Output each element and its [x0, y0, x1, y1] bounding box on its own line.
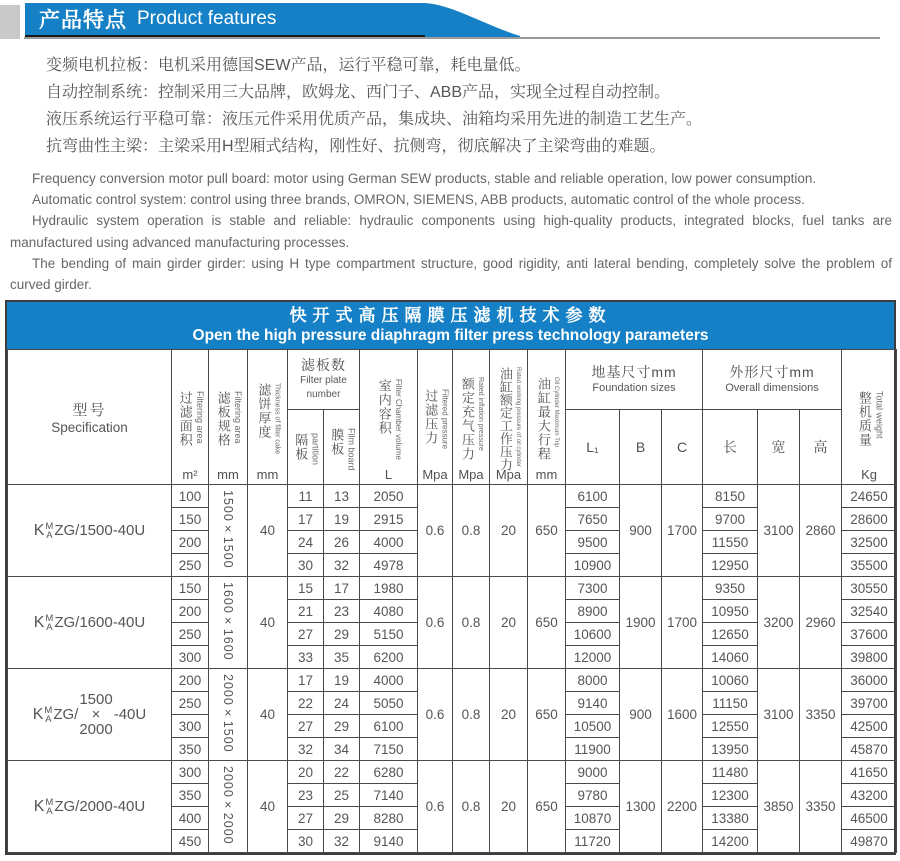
h-film-zh: 膜板 [329, 427, 345, 456]
model-sup: M [45, 612, 54, 624]
section-banner [25, 3, 425, 37]
volume-cell: 2050 [360, 485, 418, 508]
length-cell: 12550 [703, 715, 758, 738]
partition-cell: 27 [288, 807, 324, 830]
partition-cell: 21 [288, 600, 324, 623]
header-specification [8, 350, 172, 485]
h-pressure-en: Filtered pressure [440, 388, 450, 450]
weight-cell: 49870 [842, 830, 897, 853]
h-weight-unit: Kg [861, 467, 877, 482]
volume-cell: 4000 [360, 531, 418, 554]
l1-cell: 9780 [566, 784, 620, 807]
model-sup: M [45, 796, 54, 808]
h-plate-number-en: Filter plate number [300, 375, 347, 400]
h-pressure-zh: 过滤压力 [423, 388, 439, 445]
partition-cell: 27 [288, 623, 324, 646]
length-cell: 9350 [703, 577, 758, 600]
partition-cell: 24 [288, 531, 324, 554]
volume-cell: 4000 [360, 669, 418, 692]
thickness-cell: 40 [248, 669, 288, 761]
film-cell: 29 [324, 807, 360, 830]
b-cell: 1300 [620, 761, 662, 853]
model-text [34, 798, 145, 816]
header-cylinder-pressure [490, 350, 528, 485]
feature-zh-line: 抗弯曲性主梁：主梁采用H型厢式结构，刚性好、抗侧弯，彻底解决了主梁弯曲的难题。 [46, 138, 666, 155]
h-max-trip-zh: 油缸最大行程 [535, 377, 551, 461]
max-trip-cell: 650 [528, 761, 566, 853]
weight-cell: 43200 [842, 784, 897, 807]
model-sup-sub [45, 614, 53, 632]
area-cell: 250 [172, 623, 209, 646]
inflation-cell: 0.8 [453, 577, 490, 669]
volume-cell: 6200 [360, 646, 418, 669]
volume-cell: 7150 [360, 738, 418, 761]
plate-size-text: 1600×1600 [221, 581, 235, 661]
feature-en-paragraph: The bending of main girder girder: using H type compartment structure, good rigidity, anti lateral bending, completely solve the problem of curved girder. [10, 255, 892, 293]
area-cell: 200 [172, 669, 209, 692]
header-overall-dimensions [703, 350, 842, 410]
model-k: K [33, 521, 45, 539]
h-inflation-en: Rated inflation pressure [477, 377, 485, 451]
h-weight-en: Total weight [874, 391, 885, 439]
length-cell: 11550 [703, 531, 758, 554]
header-plate-number [288, 350, 360, 410]
weight-cell: 32540 [842, 600, 897, 623]
model-sup-sub [44, 706, 52, 724]
area-cell: 200 [172, 531, 209, 554]
film-cell: 23 [324, 600, 360, 623]
cylinder-pressure-cell: 20 [490, 761, 528, 853]
model-body: ZG/1600-40U [54, 614, 146, 631]
model-sup: M [45, 520, 54, 532]
table-row [8, 485, 897, 508]
weight-cell: 24650 [842, 485, 897, 508]
inflation-cell: 0.8 [453, 761, 490, 853]
model-frac-bottom: 2000 [79, 721, 113, 738]
film-cell: 32 [324, 830, 360, 853]
film-cell: 34 [324, 738, 360, 761]
area-cell: 300 [172, 761, 209, 784]
feature-zh-line: 液压系统运行平稳可靠：液压元件采用优质产品，集成块、油箱均采用先进的制造工艺生产。 [46, 111, 703, 128]
max-trip-cell: 650 [528, 577, 566, 669]
weight-cell: 37600 [842, 623, 897, 646]
volume-cell: 8280 [360, 807, 418, 830]
plate-size-text: 2000×2000 [221, 765, 235, 845]
h-partition-en: partition [310, 432, 321, 466]
model-sub: A [46, 621, 53, 633]
feature-en-paragraph: Frequency conversion motor pull board: motor using German SEW products, stable and reliable operation, low power consumption. [32, 171, 817, 186]
model-sub: A [46, 529, 53, 541]
volume-cell: 9140 [360, 830, 418, 853]
volume-cell: 6100 [360, 715, 418, 738]
l1-cell: 6100 [566, 485, 620, 508]
header-height: 高 [800, 410, 842, 485]
model-k: K [33, 797, 45, 815]
left-gray-block [0, 5, 20, 39]
header-spec-en: Specification [51, 420, 128, 435]
header-cake-thickness [248, 350, 288, 485]
area-cell: 250 [172, 554, 209, 577]
model-body: ZG/ [53, 706, 79, 723]
h-inflation-unit: Mpa [458, 467, 484, 482]
h-cyl-pressure-en: Rated working pressure of oil cylinder [515, 367, 522, 468]
h-max-trip-en: Oil Cylinder Maximum Trip [553, 377, 560, 448]
length-cell: 9700 [703, 508, 758, 531]
model-fraction [79, 692, 112, 737]
c-cell: 1700 [662, 577, 703, 669]
header-max-trip [528, 350, 566, 485]
header-b: B [620, 410, 662, 485]
b-cell: 900 [620, 485, 662, 577]
width-cell: 3850 [758, 761, 800, 853]
features-zh-block [46, 52, 886, 160]
c-cell: 2200 [662, 761, 703, 853]
thickness-cell: 40 [248, 485, 288, 577]
header-length: 长 [703, 410, 758, 485]
length-cell: 12650 [703, 623, 758, 646]
plate-size-cell [209, 669, 248, 761]
partition-cell: 23 [288, 784, 324, 807]
volume-cell: 7140 [360, 784, 418, 807]
model-text [34, 614, 145, 632]
plate-size-cell [209, 577, 248, 669]
h-overall-en: Overall dimensions [725, 382, 819, 394]
h-foundation-en: Foundation sizes [592, 382, 676, 394]
model-suffix: -40U [113, 706, 147, 723]
partition-cell: 22 [288, 692, 324, 715]
cylinder-pressure-cell: 20 [490, 669, 528, 761]
header-partition [288, 410, 324, 485]
l1-cell: 10900 [566, 554, 620, 577]
l1-cell: 8000 [566, 669, 620, 692]
header-l1: L₁ [566, 410, 620, 485]
header-inflation-pressure [453, 350, 490, 485]
volume-cell: 1980 [360, 577, 418, 600]
h-cyl-pressure-unit: Mpa [495, 467, 522, 482]
l1-cell: 11720 [566, 830, 620, 853]
h-film-en: Film board [346, 427, 357, 471]
pressure-cell: 0.6 [418, 485, 453, 577]
l1-cell: 9500 [566, 531, 620, 554]
header-chamber-volume [360, 350, 418, 485]
area-cell: 300 [172, 715, 209, 738]
partition-cell: 33 [288, 646, 324, 669]
model-text [33, 692, 146, 737]
volume-cell: 4978 [360, 554, 418, 577]
model-sub: A [45, 713, 52, 725]
h-plate-size-zh: 滤板规格 [215, 391, 231, 447]
pressure-cell: 0.6 [418, 761, 453, 853]
film-cell: 24 [324, 692, 360, 715]
height-cell: 2960 [800, 577, 842, 669]
l1-cell: 7300 [566, 577, 620, 600]
model-cell [8, 577, 172, 669]
plate-size-text: 2000×1500 [221, 673, 235, 753]
plate-size-cell [209, 761, 248, 853]
h-volume-en: Filter Chamber volume [394, 378, 404, 460]
l1-cell: 10870 [566, 807, 620, 830]
table-row [8, 761, 897, 784]
cylinder-pressure-cell: 20 [490, 577, 528, 669]
weight-cell: 42500 [842, 715, 897, 738]
parameters-table [7, 349, 897, 853]
length-cell: 10060 [703, 669, 758, 692]
length-cell: 13950 [703, 738, 758, 761]
film-cell: 29 [324, 623, 360, 646]
weight-cell: 39800 [842, 646, 897, 669]
partition-cell: 11 [288, 485, 324, 508]
partition-cell: 20 [288, 761, 324, 784]
b-cell: 1900 [620, 577, 662, 669]
banner-title-zh: 产品特点 [39, 9, 127, 32]
area-cell: 250 [172, 692, 209, 715]
h-cake-zh: 滤饼厚度 [256, 383, 272, 440]
volume-cell: 2915 [360, 508, 418, 531]
weight-cell: 32500 [842, 531, 897, 554]
model-body: ZG/2000-40U [54, 798, 146, 815]
weight-cell: 46500 [842, 807, 897, 830]
h-max-trip-unit: mm [535, 467, 558, 482]
inflation-cell: 0.8 [453, 485, 490, 577]
parameters-table-wrap [5, 300, 896, 855]
b-cell: 900 [620, 669, 662, 761]
h-cake-en: Thickness of filter cake [273, 383, 281, 455]
h-pressure-unit: Mpa [422, 467, 448, 482]
length-cell: 12300 [703, 784, 758, 807]
partition-cell: 32 [288, 738, 324, 761]
film-cell: 32 [324, 554, 360, 577]
width-cell: 3100 [758, 669, 800, 761]
width-cell: 3200 [758, 577, 800, 669]
h-filtering-area-zh: 过滤面积 [177, 391, 193, 447]
volume-cell: 4080 [360, 600, 418, 623]
feature-zh-line: 变频电机拉板：电机采用德国SEW产品，运行平稳可靠，耗电量低。 [46, 57, 531, 74]
max-trip-cell: 650 [528, 485, 566, 577]
area-cell: 300 [172, 646, 209, 669]
length-cell: 11150 [703, 692, 758, 715]
volume-cell: 5050 [360, 692, 418, 715]
header-spec-zh: 型号 [72, 402, 107, 419]
length-cell: 10950 [703, 600, 758, 623]
model-frac-top: 1500 [79, 691, 113, 708]
pressure-cell: 0.6 [418, 577, 453, 669]
weight-cell: 30550 [842, 577, 897, 600]
model-cell [8, 761, 172, 853]
pressure-cell: 0.6 [418, 669, 453, 761]
table-row [8, 669, 897, 692]
thickness-cell: 40 [248, 577, 288, 669]
partition-cell: 27 [288, 715, 324, 738]
plate-size-cell [209, 485, 248, 577]
film-cell: 35 [324, 646, 360, 669]
h-filtering-area-unit: m² [182, 467, 198, 482]
h-volume-zh: 室内容积 [376, 378, 392, 435]
model-sub: A [46, 805, 53, 817]
feature-en-paragraph: Automatic control system: control using three brands, OMRON, SIEMENS, ABB products, automatic control of the whole process. [32, 192, 805, 208]
h-plate-size-unit: mm [217, 467, 239, 482]
h-inflation-zh: 额定充气压力 [459, 377, 475, 461]
h-plate-number-zh: 滤板数 [301, 357, 346, 373]
h-filtering-area-en: Filtering area [195, 391, 206, 444]
header-total-weight [842, 350, 897, 485]
plate-size-text: 1500×1500 [221, 489, 235, 569]
banner-swoosh [425, 3, 520, 39]
model-sup-sub [45, 522, 53, 540]
weight-cell: 41650 [842, 761, 897, 784]
length-cell: 14060 [703, 646, 758, 669]
partition-cell: 30 [288, 554, 324, 577]
area-cell: 400 [172, 807, 209, 830]
partition-cell: 17 [288, 508, 324, 531]
table-title [7, 302, 894, 349]
film-cell: 25 [324, 784, 360, 807]
model-cell [8, 485, 172, 577]
header-c: C [662, 410, 703, 485]
area-cell: 100 [172, 485, 209, 508]
model-k: K [33, 613, 45, 631]
h-cyl-pressure-zh: 油缸额定工作压力 [497, 367, 513, 471]
l1-cell: 10500 [566, 715, 620, 738]
film-cell: 26 [324, 531, 360, 554]
l1-cell: 9140 [566, 692, 620, 715]
weight-cell: 28600 [842, 508, 897, 531]
length-cell: 11480 [703, 761, 758, 784]
banner-title-en: Product features [137, 8, 277, 29]
model-frac-sep: × [91, 706, 101, 723]
h-overall-zh: 外形尺寸mm [729, 364, 815, 380]
max-trip-cell: 650 [528, 669, 566, 761]
length-cell: 13380 [703, 807, 758, 830]
l1-cell: 9000 [566, 761, 620, 784]
features-en-block [10, 168, 892, 295]
inflation-cell: 0.8 [453, 669, 490, 761]
header-filtered-pressure [418, 350, 453, 485]
header-plate-size [209, 350, 248, 485]
area-cell: 150 [172, 508, 209, 531]
weight-cell: 39700 [842, 692, 897, 715]
area-cell: 150 [172, 577, 209, 600]
film-cell: 19 [324, 508, 360, 531]
h-foundation-zh: 地基尺寸mm [591, 364, 677, 380]
film-cell: 22 [324, 761, 360, 784]
c-cell: 1700 [662, 485, 703, 577]
l1-cell: 10600 [566, 623, 620, 646]
weight-cell: 45870 [842, 738, 897, 761]
partition-cell: 30 [288, 830, 324, 853]
film-cell: 29 [324, 715, 360, 738]
table-row [8, 577, 897, 600]
film-cell: 19 [324, 669, 360, 692]
h-cake-unit: mm [256, 467, 279, 482]
header-banner-row [0, 3, 900, 39]
weight-cell: 35500 [842, 554, 897, 577]
header-width: 宽 [758, 410, 800, 485]
model-cell [8, 669, 172, 761]
cylinder-pressure-cell: 20 [490, 485, 528, 577]
volume-cell: 6280 [360, 761, 418, 784]
model-body: ZG/1500-40U [54, 522, 146, 539]
feature-zh-line: 自动控制系统：控制采用三大品牌，欧姆龙、西门子、ABB产品，实现全过程自动控制。 [46, 84, 671, 101]
height-cell: 3350 [800, 761, 842, 853]
l1-cell: 8900 [566, 600, 620, 623]
film-cell: 13 [324, 485, 360, 508]
weight-cell: 36000 [842, 669, 897, 692]
length-cell: 14200 [703, 830, 758, 853]
length-cell: 12950 [703, 554, 758, 577]
feature-en-paragraph: Hydraulic system operation is stable and reliable: hydraulic components using high-quality products, integrated blocks, fuel tanks are manufactured using advanced manufacturing processes. [10, 213, 892, 250]
h-plate-size-en: Filtering area [233, 391, 244, 444]
area-cell: 350 [172, 738, 209, 761]
header-foundation-sizes [566, 350, 703, 410]
thickness-cell: 40 [248, 761, 288, 853]
area-cell: 450 [172, 830, 209, 853]
h-weight-zh: 整机质量 [856, 391, 872, 447]
length-cell: 8150 [703, 485, 758, 508]
h-volume-unit: L [384, 467, 393, 482]
height-cell: 2860 [800, 485, 842, 577]
header-filtering-area [172, 350, 209, 485]
c-cell: 1600 [662, 669, 703, 761]
area-cell: 200 [172, 600, 209, 623]
width-cell: 3100 [758, 485, 800, 577]
model-sup: M [44, 704, 53, 716]
partition-cell: 15 [288, 577, 324, 600]
model-text [34, 522, 145, 540]
height-cell: 3350 [800, 669, 842, 761]
model-k: K [32, 705, 44, 723]
volume-cell: 5150 [360, 623, 418, 646]
table-title-en: Open the high pressure diaphragm filter press technology parameters [192, 327, 709, 344]
l1-cell: 11900 [566, 738, 620, 761]
l1-cell: 12000 [566, 646, 620, 669]
film-cell: 17 [324, 577, 360, 600]
area-cell: 350 [172, 784, 209, 807]
partition-cell: 17 [288, 669, 324, 692]
header-film-board [324, 410, 360, 485]
h-partition-zh: 隔板 [293, 432, 309, 461]
model-sup-sub [45, 798, 53, 816]
l1-cell: 7650 [566, 508, 620, 531]
table-title-zh: 快开式高压隔膜压滤机技术参数 [289, 306, 612, 325]
